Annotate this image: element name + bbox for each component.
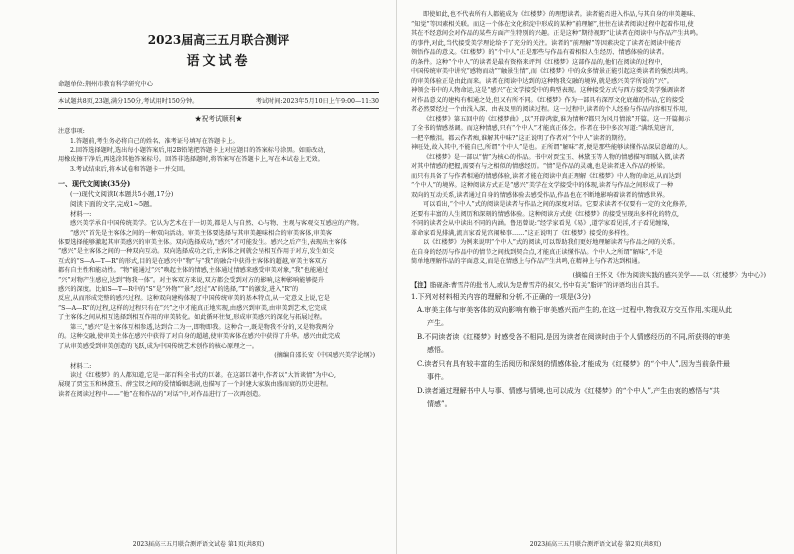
material-two-continued-line: 以《红楼梦》为例来说明“个中人”式的阅读,可以帮助我们更好地理解读者与作品之间的关系。 <box>423 239 679 246</box>
answer-option: C.读者只有具有较丰富的生活阅历和深刻的情感体验,才能成为《红楼梦》的“个中人”,因为当前条件最 <box>417 359 730 368</box>
material-two-continued-line: 简单地理解作品的字面意义,而是在情感上与作品产生共鸣,在精神上与作者达到相通。 <box>411 258 644 265</box>
material-two-continued-line: 即使如此,也不代表所有人都能成为《红楼梦》的理想读者。读者能否进入作品,与其自身的审美趣味、 <box>423 11 700 18</box>
material-one-line: 的。这种交融,使审美主体在感兴中获得了对自身的超越,使审美客体在感兴中获得了升华。感兴由此完成 <box>58 333 341 341</box>
section-one-heading: 一、现代文阅读(35分) <box>58 179 131 189</box>
subsection-one-heading: (一)现代文阅读Ⅰ(本题共5小题,17分) <box>70 190 174 199</box>
material-two-body <box>58 371 379 399</box>
material-two-continued-line: 其在不经意间会对作品的某些方面产生特别的兴趣。正是这种“期待视野”让读者在阅读中与作品产生共鸣。 <box>411 30 702 37</box>
answer-option: 产生。 <box>427 319 448 327</box>
meta-rule <box>58 108 379 109</box>
material-two-continued-line: 《红楼梦》是一部以“情”为核心的作品。书中对贾宝玉、林黛玉等人物的情感描写细腻入微,读者 <box>423 153 685 161</box>
material-two-continued-line: 还要有丰富的人生阅历和深刻的情感体验。这种阅读方式使《红楼梦》的接受呈现出多样化的特点, <box>411 210 680 218</box>
material-two-continued-line: 不同的读者会从中读出不同的内涵。鲁迅曾说:“经学家看见《易》,道学家看见淫,才子看见缠绵, <box>411 220 670 227</box>
material-one-body <box>58 219 379 351</box>
material-one-line: 互式的“S—A—T—R”的形式,目的是在感兴中“物”与“我”的融合中获得主客体的超越,审美主客双方 <box>58 257 328 265</box>
question-one-stem: 1.下列对材料相关内容的理解和分析,不正确的一项是(3分) <box>411 292 591 301</box>
material-two-continued-line: “知觉”等因素相关联。而这一个体在文化积淀中形成的某种“前理解”,往往在读者阅读过程中起着作用,使 <box>411 20 694 28</box>
material-one-line: 了主客体之间从相互选择到相互作用的审美转化。如此循环往复,形成审美感兴的深化与拓展过程。 <box>58 314 327 322</box>
note-item: 3.考试结束后,将本试卷和答题卡一并交回。 <box>70 165 190 173</box>
good-luck-notice: ★祝考试顺利★ <box>194 115 243 124</box>
material-two-continued-line: 神旺处,故入其中,不能自已,所谓“个中人”是也。正所谓“解味”者,便是那些能够读懂作品深层意蕴的人。 <box>411 144 692 151</box>
answer-option: D.读者通过理解书中人与事、情感与情境,也可以成为《红楼梦》的“个中人”,产生由衷的感悟与“共 <box>417 386 720 395</box>
right-page-footer: 2023届高三五月联合测评语文试卷 第2页(共8页) <box>529 541 662 548</box>
exam-title: 2023届高三五月联合测评 <box>147 33 290 47</box>
material-two-continued-line: 革命家看见排满,流言家看见宫闱秘事……”这正说明了《红楼梦》接受的多样性。 <box>411 229 633 237</box>
material-one-line: 都有自主性和能动性。“物”能通过“兴”唤起主体的情感,主体通过情感来感受审美对象,“我”也能通过 <box>58 267 329 275</box>
material-two-continued-line: 的审美体验正是由此而来。读者在阅读中达到的这种物我交融的境界,就是感兴美学所说的“兴”。 <box>411 77 673 85</box>
exam-meta-left: 本试题共8页,23题,满分150分,考试用时150分钟。 <box>58 98 199 106</box>
material-two-label: 材料二: <box>70 361 92 370</box>
material-two-continued-line: 《红楼梦》第五回中的《红楼梦曲》,以“开辟鸿蒙,谁为情种?都只为风月情浓”开篇。这一开篇揭示 <box>423 115 691 123</box>
material-two-line: 展现了贾宝玉和林黛玉、薛宝钗之间的爱情婚姻悲剧,也描写了一个封建大家族由盛而衰的历史进程。 <box>58 381 333 389</box>
material-two-continued-line: 而只有具备了与作者相通的情感体验,读者才能在阅读中真正理解《红楼梦》中人物的命运,从而达到 <box>411 172 681 180</box>
material-two-continued-line: 中国传统审美中讲究“感物而动”“触景生情”,而《红楼梦》中的众多情景正能引起这类读者的强烈共鸣。 <box>411 68 692 75</box>
material-two-continued-line: 领悟作品的意义。《红楼梦》的“个中人”正是那些与作品有着相似人生经历、情感体验的读者。 <box>411 49 668 56</box>
material-two-line: 读者在阅读过程中——“他”在和作品的“对话”中,对作品进行了一次再创造。 <box>58 390 265 398</box>
material-one-line: “感兴”是主客体之间的一种双向互动。双向选择成功之后,主客体之间就会呈相互作用于对方,发生如交 <box>58 248 335 256</box>
material-one-source: (摘编自邵长安《中国感兴美学论纲》) <box>274 351 375 359</box>
material-two-line: 读过《红楼梦》的人都知道,它是一部百科全书式的巨著。在这部巨著中,作者以“大旨谈情”为中心, <box>70 371 336 379</box>
material-one-line: “感兴”首先是主客体之间的一种双向活动。审美主体要选择与其审美趣味相合的审美客体,审美客 <box>70 229 332 237</box>
material-two-continued-line: 双向的互动关系,读者通过自身的情感体验去感受作品,作品也在不断地影响着读者的情感世界。 <box>411 191 669 199</box>
material-one-line: 第三,“感兴”是主客体互相参透,达到合二为一,即物即我。这种合一,既是物我不分的,又是物我两分 <box>70 323 334 331</box>
notes-list <box>58 137 379 175</box>
material-two-continued-line: 神领会书中的人物命运,这是“感兴”在文学接受中的典型表现。这种接受方式与西方接受美学强调读者 <box>411 87 686 94</box>
reading-instruction: 阅读下面的文字,完成1~5题。 <box>70 200 156 209</box>
answer-option: 感悟。 <box>427 346 448 354</box>
material-two-continued-line: 对其中情感的把握,需要有与之相似的情感经历。“情”是作品的灵魂,也是读者进入作品的桥梁。 <box>411 163 669 170</box>
right-page <box>397 0 794 554</box>
material-two-continued-line: 在自身的经历与作品中的情节之间找到契合点,才能真正读懂作品。个中人之所谓“解味”,不是 <box>411 248 663 256</box>
note-item: 2.回答选择题时,选出每小题答案后,用2B铅笔把答题卡上对应题目的答案标号涂黑。如需改动, <box>70 147 326 154</box>
material-two-continued-line: 了全书的情感基调。而这种情感,只有“个中人”才能真正体会。作者在书中多次写道:“满纸荒唐言, <box>411 125 675 132</box>
exam-meta-right: 考试时间:2023年5月10日上午9:00—11:30 <box>255 98 379 106</box>
material-one-line: “兴”对物产生感应,达到“物我一体”。对主客双方来说,双方都会受到对方的影响,这种影响能够提升 <box>58 276 325 284</box>
answer-option: 情感”。 <box>427 400 452 408</box>
material-one-line: “S—A—R”的过程,这样的过程只有在“兴”之中才能真正地实现,由感兴到审美,由审美到艺术,它完成 <box>58 304 327 312</box>
note-text: 脂砚斋:曹雪芹的批书人,或认为是曹雪芹的叔父,书中有关“脂评”的评语均出自其手。 <box>429 281 663 289</box>
left-page-footer: 2023届高三五月联合测评语文试卷 第1页(共8页) <box>132 541 265 548</box>
proposer-line: 命题单位:荆州市教育科学研究中心 <box>58 81 153 88</box>
note-item: 用橡皮擦干净后,再选涂其他答案标号。回答非选择题时,将答案写在答题卡上,写在本试卷上无效。 <box>58 156 324 164</box>
answer-option: B.不同读者读《红楼梦》时感受各不相同,是因为读者在阅读时由于个人情感经历的不同,所获得的审美 <box>417 332 730 341</box>
material-one-line: 感兴美学承自中国传统美学。它认为艺术在于一切美,都是人与自然、心与物、主观与客观交互感应的产物。 <box>70 220 363 228</box>
material-one-line: 感兴的深度。比如S—T—R中的“S”是“外物”“景”,经过“A”的选择,“T”的激发,进入“R”的 <box>58 286 299 294</box>
material-one-label: 材料一: <box>70 210 92 219</box>
material-two-continued-line: 者必然要经过一个由浅入深、由表及里的阅读过程。这一过程中,读者的个人经验与作品内容相互作用, <box>411 106 688 113</box>
material-two-continued-line: 对作品意义的建构有相通之处,但又有所不同。《红楼梦》作为一部具有深厚文化底蕴的作品,它的接受 <box>411 96 685 104</box>
material-two-continued-line: 一把辛酸泪。都云作者痴,谁解其中味?”这正说明了作者对“个中人”读者的期待。 <box>411 134 630 142</box>
material-two-continued-line: 的事件,对此,当代接受美学理论给予了充分的关注。读者的“前理解”等因素决定了读者在阅读中能否 <box>411 39 682 47</box>
exam-subject: 语文试卷 <box>186 54 251 69</box>
note-item: 1.答题前,考生务必将自己的姓名、准考证号填写在答题卡上。 <box>70 137 239 145</box>
annotation-note <box>411 281 786 291</box>
material-two-continued-line: 可以看出,“个中人”式的阅读是读者与作品之间的深度对话。它要求读者不仅要有一定的文化修养, <box>423 201 687 208</box>
answer-option: A.审美主体与审美客体的双向影响有赖于审美感兴而产生的,在这一过程中,物我双方交互作用,实现从此 <box>417 305 732 314</box>
material-one-line: 反应,从而形成完整的感兴过程。这种双向建构体现了中国传统审美的基本特点,从一定意义上说,它是 <box>58 295 330 303</box>
notes-title: 注意事项: <box>58 128 85 136</box>
material-two-continued-line: “个中人”的境界。这种阅读方式正是“感兴”美学在文学接受中的体现,读者与作品之间形成了一种 <box>411 182 674 189</box>
note-label: 【注】 <box>411 281 430 289</box>
header-rule <box>58 92 379 93</box>
material-two-continued-line: 的条件。这种“个中人”的读者是最有资格来评判《红楼梦》这部作品的,他们在阅读的过程中, <box>411 58 663 66</box>
material-two-source: (摘编自王怀义《作为阅读实践的感兴美学——以〈红楼梦〉为中心》) <box>572 270 766 279</box>
exam-meta <box>58 97 379 106</box>
material-two-continued <box>411 10 786 267</box>
material-one-line: 体要选择能够激起其审美感兴的审美主体。双向选择成功,“感兴”才可能发生。感兴之后产生,表现出主客体 <box>58 239 347 247</box>
question-one-options <box>411 304 786 412</box>
material-one-line: 了从审美感受到审美创造的飞跃,成为中国传统艺术创作的核心原理之一。 <box>58 342 258 350</box>
answer-option: 事件。 <box>427 373 448 381</box>
